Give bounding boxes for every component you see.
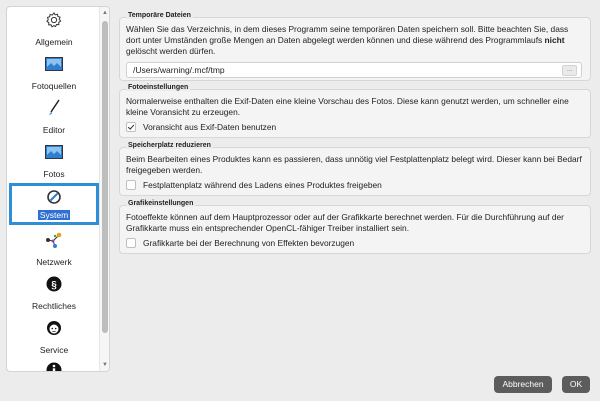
sidebar-item-label: Service	[39, 345, 69, 355]
group-title: Fotoeinstellungen	[128, 84, 189, 91]
group-disk-space	[119, 142, 591, 196]
sidebar-item-editor[interactable]	[9, 95, 99, 139]
temp-path-input[interactable]	[126, 62, 582, 78]
checkmark-icon	[127, 123, 135, 131]
group-description: Normalerweise enthalten die Exif-Daten eine kleine Vorschau des Fotos. Diese kann genutzt werden, um schneller eine kleine Voransicht zu erzeugen.	[126, 96, 569, 117]
scrollbar-thumb[interactable]	[102, 21, 108, 333]
sidebar-item-service[interactable]	[9, 315, 99, 359]
checkbox-label: Grafikkarte bei der Berechnung von Effekten bevorzugen	[143, 238, 355, 248]
cancel-button[interactable]: Abbrechen	[494, 376, 552, 393]
sidebar-item-system[interactable]	[9, 183, 99, 225]
group-title: Temporäre Dateien	[128, 12, 191, 19]
sidebar-item-label: Netzwerk	[36, 257, 72, 267]
group-description: Wählen Sie das Verzeichnis, in dem dieses Programm seine temporären Daten speichern soll. Bitte beachten Sie, dass dort unter Umständen große Mengen an Daten abgelegt werden können und diese während des Programmlaufs nicht gelöscht werden dürfen.	[126, 24, 569, 56]
prefer-gpu-option[interactable]	[126, 238, 354, 248]
sidebar-item-label: Rechtliches	[32, 301, 76, 311]
scroll-up-arrow-icon[interactable]: ▲	[102, 10, 108, 16]
info-icon	[46, 359, 62, 372]
sidebar-item-label: Allgemein	[35, 37, 73, 47]
network-icon	[45, 229, 63, 251]
image-icon	[45, 53, 63, 75]
ok-button[interactable]: OK	[562, 376, 590, 393]
sidebar-item-netzwerk[interactable]	[9, 227, 99, 271]
group-temp-files	[119, 12, 591, 81]
group-description: Beim Bearbeiten eines Produktes kann es passieren, dass unnötig viel Festplattenplatz belegt wird. Dieser kann bei Bedarf freigegeben werden.	[126, 154, 582, 175]
sidebar-item-label: Editor	[42, 125, 66, 135]
category-list	[7, 7, 101, 371]
sidebar-item-fotos[interactable]	[9, 139, 99, 183]
browse-button[interactable]: ...	[562, 65, 577, 76]
group-title: Grafikeinstellungen	[128, 200, 194, 207]
brush-icon	[46, 97, 62, 119]
scroll-down-arrow-icon[interactable]: ▼	[102, 362, 108, 368]
system-gauge-icon	[46, 186, 62, 208]
prefer-gpu-checkbox[interactable]	[126, 238, 136, 248]
checkbox-label: Voransicht aus Exif-Daten benutzen	[143, 122, 277, 132]
sidebar-item-allgemein[interactable]	[9, 7, 99, 51]
group-title: Speicherplatz reduzieren	[128, 142, 211, 149]
gear-icon	[45, 9, 63, 31]
group-description: Fotoeffekte können auf dem Hauptprozessor oder auf der Grafikkarte berechnet werden. Für die Durchführung auf der Grafikkarte muss ein entsprechender OpenCL-fähiger Treiber installiert sein.	[126, 212, 564, 233]
exif-preview-checkbox[interactable]	[126, 122, 136, 132]
svg-text:§: §	[51, 279, 57, 291]
group-graphics	[119, 200, 591, 254]
sidebar-item-fotoquellen[interactable]	[9, 51, 99, 95]
free-disk-space-option[interactable]	[126, 180, 382, 190]
sidebar-item-label: System	[39, 210, 69, 220]
sidebar-item-label: Fotos	[43, 169, 65, 179]
sidebar-item-info[interactable]	[9, 357, 99, 372]
checkbox-label: Festplattenplatz während des Ladens eines Produktes freigeben	[143, 180, 382, 190]
temp-path-value: /Users/warning/.mcf/tmp	[133, 65, 225, 75]
exif-preview-option[interactable]	[126, 122, 276, 132]
category-sidebar	[6, 6, 110, 372]
sidebar-scrollbar[interactable]	[99, 7, 109, 371]
free-disk-space-checkbox[interactable]	[126, 180, 136, 190]
support-icon	[46, 317, 62, 339]
sidebar-item-rechtliches[interactable]	[9, 271, 99, 315]
image-icon	[45, 141, 63, 163]
paragraph-icon	[46, 273, 62, 295]
group-photo-settings	[119, 84, 591, 138]
sidebar-item-label: Fotoquellen	[31, 81, 77, 91]
